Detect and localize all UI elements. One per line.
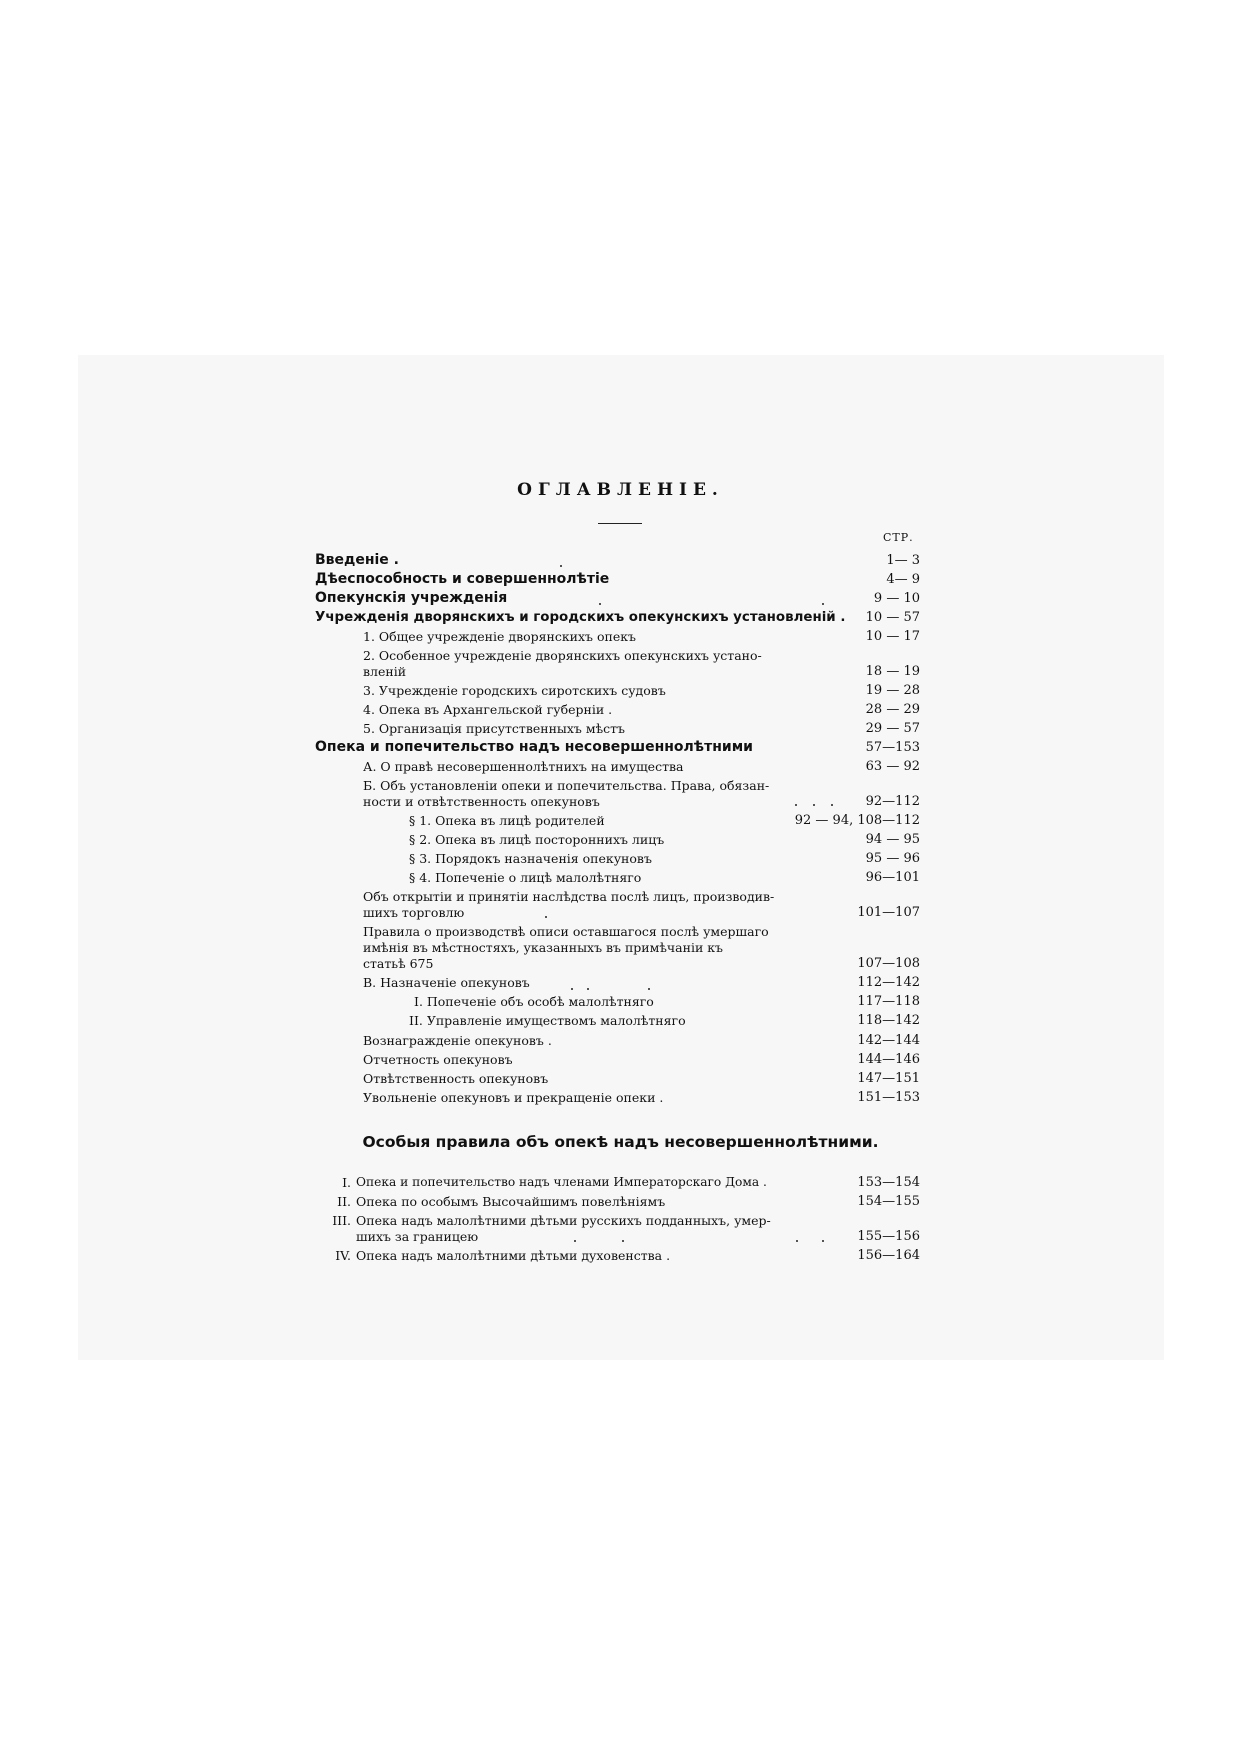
toc-pages: 118—142 (857, 1013, 920, 1028)
toc-pages: 9 — 10 (873, 591, 920, 606)
leader-dot (622, 1240, 624, 1242)
leader-dot (813, 804, 815, 806)
toc-pages: 117—118 (857, 994, 920, 1009)
leader-dot (560, 565, 562, 567)
toc-pages: 147—151 (857, 1071, 920, 1086)
toc-entry: Опека и попечительство надъ членами Императорскаго Дома . (356, 1175, 767, 1189)
toc-entry: 2. Особенное учрежденіе дворянскихъ опекунскихъ устано- вленій (363, 648, 762, 679)
toc-entry: 4. Опека въ Архангельской губерніи . (363, 702, 613, 717)
toc-pages: 144—146 (857, 1052, 920, 1067)
leader-dot (574, 1240, 576, 1242)
toc-pages: 96—101 (865, 870, 920, 885)
toc-pages: 10 — 17 (865, 629, 920, 644)
page-title: ОГЛАВЛЕНІЕ. (517, 480, 724, 500)
toc-pages: 29 — 57 (865, 721, 920, 736)
toc-entry: Опека по особымъ Высочайшимъ повелѣніямъ (356, 1194, 666, 1209)
toc-entry: 3. Учрежденіе городскихъ сиротскихъ судовъ (363, 683, 666, 698)
leader-dot (545, 916, 547, 918)
toc-pages: 151—153 (857, 1090, 920, 1105)
leader-dot (648, 988, 650, 990)
toc-entry: 1. Общее учрежденіе дворянскихъ опекъ (363, 629, 636, 644)
toc-pages: 19 — 28 (865, 683, 920, 698)
toc-entry: Правила о производствѣ описи оставшагося послѣ умершаго имѣнія въ мѣстностяхъ, указанныхъ въ примѣчаніи къ статьѣ 675 (363, 924, 769, 971)
toc-entry: 5. Организація присутственныхъ мѣстъ (363, 721, 625, 736)
toc-entry: § 4. Попеченіе о лицѣ малолѣтняго (409, 870, 642, 885)
leader-dot (571, 988, 573, 990)
toc-pages: 63 — 92 (865, 759, 920, 774)
toc-numeral: II. (337, 1194, 351, 1209)
toc-entry: I. Попеченіе объ особѣ малолѣтняго (414, 994, 654, 1009)
toc-entry: Увольненіе опекуновъ и прекращеніе опеки . (363, 1090, 664, 1105)
toc-pages: 18 — 19 (865, 664, 920, 679)
toc-pages: 1— 3 (886, 553, 920, 568)
toc-entry: II. Управленіе имуществомъ малолѣтняго (409, 1013, 686, 1028)
toc-pages: 94 — 95 (865, 832, 920, 847)
toc-entry: Опека и попечительство надъ несовершеннолѣтними (315, 739, 753, 755)
leader-dot (822, 603, 824, 605)
pages-column-label: СТР. (883, 531, 914, 544)
toc-pages: 4— 9 (886, 572, 920, 587)
toc-entry: Опека надъ малолѣтними дѣтьми русскихъ подданныхъ, умер- шихъ за границею (356, 1213, 771, 1244)
toc-pages: 28 — 29 (865, 702, 920, 717)
toc-entry: Учрежденія дворянскихъ и городскихъ опекунскихъ установленій . (315, 610, 846, 625)
toc-entry: Отчетность опекуновъ (363, 1052, 513, 1067)
toc-numeral: III. (332, 1213, 351, 1228)
toc-entry: Б. Объ установленіи опеки и попечительства. Права, обязан- ности и отвѣтственность опекуновъ (363, 778, 770, 809)
leader-dot (599, 603, 601, 605)
toc-numeral: IV. (335, 1248, 351, 1263)
toc-pages: 107—108 (857, 956, 920, 971)
toc-entry: Дѣеспособность и совершеннолѣтіе (315, 571, 610, 587)
toc-pages: 10 — 57 (865, 610, 920, 625)
toc-entry: Опека надъ малолѣтними дѣтьми духовенства . (356, 1248, 671, 1263)
toc-pages: 156—164 (857, 1248, 920, 1263)
toc-entry: А. О правѣ несовершеннолѣтнихъ на имущества (363, 759, 684, 774)
toc-pages: 142—144 (857, 1033, 920, 1048)
toc-pages: 57—153 (865, 740, 920, 755)
leader-dot (796, 1240, 798, 1242)
leader-dot (795, 804, 797, 806)
leader-dot (831, 804, 833, 806)
toc-pages: 92 — 94, 108—112 (794, 813, 920, 828)
section-heading: Особыя правила объ опекѣ надъ несовершеннолѣтними. (362, 1133, 879, 1151)
toc-entry: Вознагражденіе опекуновъ . (363, 1033, 552, 1048)
toc-entry: § 2. Опека въ лицѣ постороннихъ лицъ (409, 832, 665, 847)
toc-pages: 112—142 (857, 975, 920, 990)
toc-pages: 155—156 (857, 1229, 920, 1244)
toc-entry: В. Назначеніе опекуновъ (363, 975, 530, 990)
toc-entry: Введеніе . (315, 552, 399, 568)
toc-pages: 153—154 (857, 1175, 920, 1190)
toc-pages: 101—107 (857, 905, 920, 920)
toc-entry: § 1. Опека въ лицѣ родителей (409, 813, 605, 828)
toc-entry: Опекунскія учрежденія (315, 590, 508, 606)
toc-pages: 154—155 (857, 1194, 920, 1209)
toc-pages: 92—112 (865, 794, 920, 809)
leader-dot (822, 1240, 824, 1242)
toc-pages: 95 — 96 (865, 851, 920, 866)
toc-numeral: I. (342, 1175, 351, 1190)
toc-entry: Отвѣтственность опекуновъ (363, 1071, 549, 1086)
toc-entry: § 3. Порядокъ назначенія опекуновъ (409, 851, 652, 866)
leader-dot (587, 988, 589, 990)
toc-entry: Объ открытіи и принятіи наслѣдства послѣ лицъ, производив- шихъ торговлю (363, 889, 775, 920)
